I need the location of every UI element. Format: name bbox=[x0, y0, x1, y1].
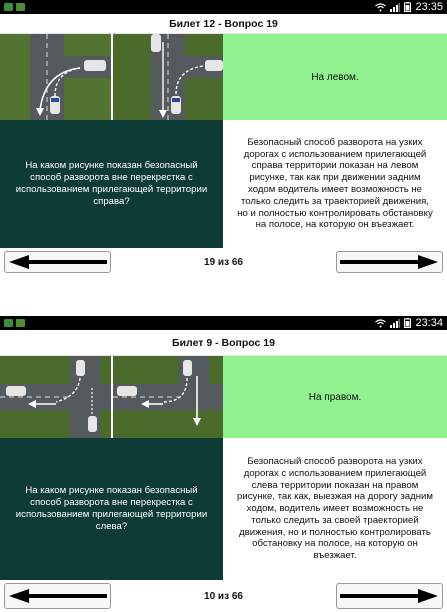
status-bar bbox=[0, 0, 447, 14]
next-button[interactable] bbox=[336, 251, 443, 273]
right-arrow-icon bbox=[340, 255, 438, 269]
notification-icon bbox=[4, 3, 13, 11]
battery-icon bbox=[404, 2, 411, 12]
question-counter: 10 из 66 bbox=[204, 590, 243, 602]
explanation-text: Безопасный способ разворота на узких дорогах с использованием прилегающей справа территории показан на левом рисунке, так как при движении задним ходом водитель имеет возможность не только следить за траекторией движения, но и полностью контролировать обстановку на полосе, на которую он въезжает. bbox=[223, 120, 447, 248]
prev-button[interactable] bbox=[4, 251, 111, 273]
status-time: 23:34 bbox=[415, 317, 443, 329]
left-panel bbox=[0, 34, 223, 248]
signal-icon bbox=[390, 319, 400, 328]
notification-icon bbox=[4, 319, 13, 327]
wifi-icon bbox=[375, 319, 386, 328]
illustration-left[interactable] bbox=[0, 356, 111, 438]
app-icon bbox=[16, 3, 25, 11]
status-time: 23:35 bbox=[415, 1, 443, 13]
app-icon bbox=[16, 319, 25, 327]
page-title: Билет 9 - Вопрос 19 bbox=[0, 330, 447, 356]
nav-bar bbox=[0, 248, 447, 276]
question-counter: 19 из 66 bbox=[204, 256, 243, 268]
content bbox=[0, 34, 447, 248]
answer-box: На правом. bbox=[223, 356, 447, 438]
illustration-left[interactable] bbox=[0, 34, 111, 120]
next-button[interactable] bbox=[336, 583, 443, 609]
prev-button[interactable] bbox=[4, 583, 111, 609]
illustration-pair bbox=[0, 356, 223, 438]
wifi-icon bbox=[375, 3, 386, 12]
status-bar bbox=[0, 316, 447, 330]
page-title: Билет 12 - Вопрос 19 bbox=[0, 14, 447, 34]
illustration-pair bbox=[0, 34, 223, 120]
battery-icon bbox=[404, 318, 411, 328]
left-arrow-icon bbox=[9, 589, 107, 603]
left-panel bbox=[0, 356, 223, 580]
illustration-right[interactable] bbox=[111, 34, 223, 120]
illustration-right[interactable] bbox=[111, 356, 223, 438]
question-text: На каком рисунке показан безопасный способ разворота вне перекрестка с использованием прилегающей территории слева? bbox=[0, 438, 223, 580]
right-panel bbox=[223, 356, 447, 580]
right-arrow-icon bbox=[340, 589, 438, 603]
screen-2 bbox=[0, 316, 447, 612]
explanation-text: Безопасный способ разворота на узких дорогах с использованием прилегающей слева территории показан на правом рисунке, так как, выезжая на дорогу задним ходом, водитель имеет возможность не только следить за своей траекторией движения, но и полностью контролировать обстановку на полосе, на которую он въезжает. bbox=[223, 438, 447, 580]
content bbox=[0, 356, 447, 580]
right-panel bbox=[223, 34, 447, 248]
left-arrow-icon bbox=[9, 255, 107, 269]
answer-box: На левом. bbox=[223, 34, 447, 120]
screen-1 bbox=[0, 0, 447, 276]
signal-icon bbox=[390, 3, 400, 12]
nav-bar bbox=[0, 580, 447, 612]
question-text: На каком рисунке показан безопасный способ разворота вне перекрестка с использованием прилегающей территории справа? bbox=[0, 120, 223, 248]
